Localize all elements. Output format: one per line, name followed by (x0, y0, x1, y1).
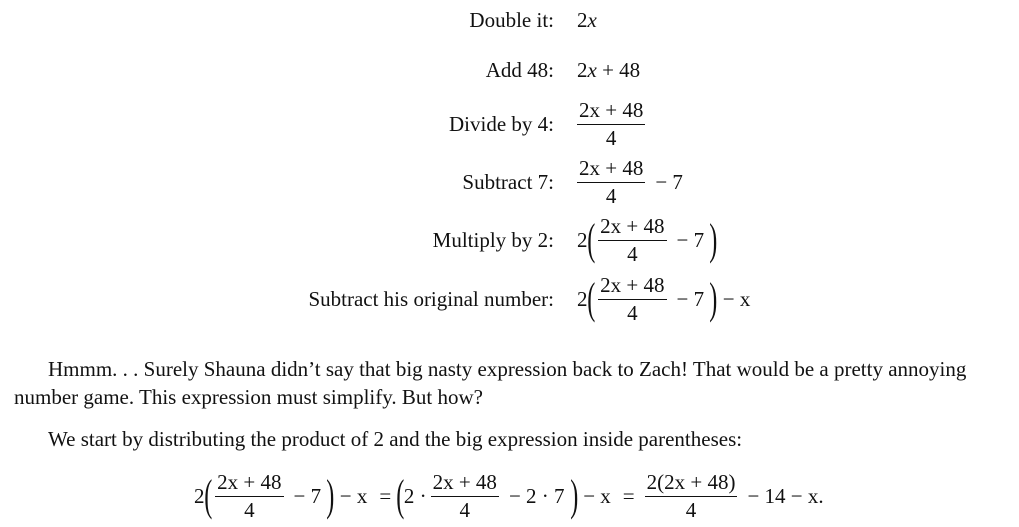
rhs-tail: − 14 − x. (747, 483, 824, 508)
expr-outer-tail: − x (722, 286, 751, 311)
fraction-denominator: 4 (605, 125, 617, 150)
mid-fraction (431, 471, 499, 520)
expr-coef: 2 (577, 57, 588, 82)
fraction-denominator: 4 (685, 497, 697, 522)
step-subtract (0, 154, 1019, 210)
fraction (598, 215, 666, 264)
step-label: Subtract his original number: (308, 286, 554, 311)
expr-coef: 2 (577, 227, 588, 252)
step-expression (577, 212, 717, 268)
lhs-coef: 2 (194, 483, 205, 508)
step-label: Multiply by 2: (432, 227, 554, 252)
paren-close: ) (569, 471, 578, 520)
equals-sign: = (622, 483, 635, 508)
step-subtract-original (0, 271, 1019, 327)
step-expression (577, 96, 649, 152)
expr-var: x (587, 7, 597, 32)
expr-tail: + 48 (596, 57, 641, 82)
distribution-paragraph (14, 425, 1009, 453)
fraction-numerator: 2x + 48 (598, 215, 666, 240)
fraction-numerator: 2(2x + 48) (645, 471, 738, 496)
fraction-numerator: 2x + 48 (431, 471, 499, 496)
expr-coef: 2 (577, 286, 588, 311)
fraction-denominator: 4 (605, 183, 617, 208)
fraction-numerator: 2x + 48 (598, 274, 666, 299)
step-label: Subtract 7: (462, 169, 554, 194)
paragraph-text: We start by distributing the product of 2 and the big expression inside parentheses: (48, 427, 743, 451)
fraction-numerator: 2x + 48 (577, 157, 645, 182)
fraction (577, 157, 645, 206)
explanation-paragraph (14, 355, 1009, 411)
expr-tail: − 7 (655, 169, 683, 194)
paren-open: ( (203, 471, 212, 520)
step-expression (577, 50, 640, 90)
paren-close: ) (709, 215, 718, 264)
step-label: Divide by 4: (449, 111, 554, 136)
fraction-numerator: 2x + 48 (215, 471, 283, 496)
step-add (0, 50, 1019, 90)
lhs-inner-tail: − 7 (293, 483, 322, 508)
step-divide (0, 96, 1019, 152)
step-label: Add 48: (485, 57, 554, 82)
fraction-denominator: 4 (459, 497, 471, 522)
step-expression (577, 271, 756, 327)
paren-open: ( (396, 471, 405, 520)
expr-inner-tail: − 7 (676, 286, 705, 311)
mid-inner-tail: − 2 · 7 (508, 483, 565, 508)
paragraph-text: Hmmm. . . Surely Shauna didn’t say that big nasty expression back to Zach! That would be a pretty annoying number game. This expression must simplify. But how? (14, 357, 967, 409)
step-multiply (0, 212, 1019, 268)
expr-coef: 2 (577, 7, 588, 32)
expr-inner-tail: − 7 (676, 227, 705, 252)
paren-close: ) (709, 274, 718, 323)
fraction-numerator: 2x + 48 (577, 99, 645, 124)
step-double (0, 0, 1019, 40)
mid-outer-tail: − x (583, 483, 611, 508)
paren-open: ( (586, 274, 595, 323)
fraction-denominator: 4 (627, 300, 638, 325)
step-label: Double it: (469, 7, 554, 32)
lhs-fraction (215, 471, 283, 520)
mid-lead: 2 · (403, 483, 427, 508)
step-expression (577, 0, 597, 40)
final-equation (194, 470, 830, 522)
equals-sign: = (379, 483, 392, 508)
fraction-denominator: 4 (627, 241, 638, 266)
rhs-fraction (645, 471, 738, 520)
lhs-outer-tail: − x (339, 483, 368, 508)
fraction (598, 274, 666, 323)
paren-open: ( (586, 215, 595, 264)
fraction (577, 99, 645, 148)
paren-close: ) (326, 471, 335, 520)
step-expression (577, 154, 689, 210)
fraction-denominator: 4 (244, 497, 255, 522)
expr-var: x (587, 57, 597, 82)
